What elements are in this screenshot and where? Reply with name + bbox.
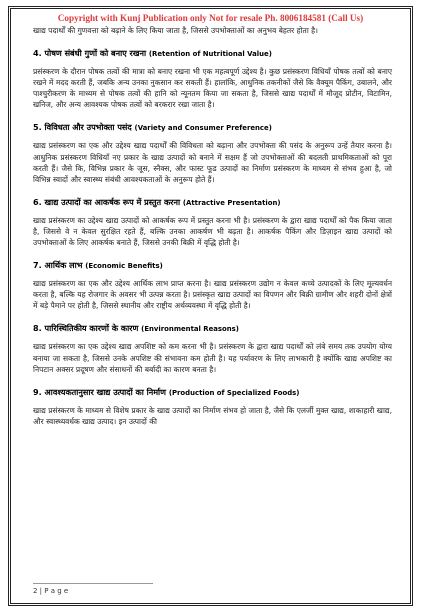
section-title-en: (Variety and Consumer Preference) — [134, 124, 272, 133]
section-title-en: (Environmental Reasons) — [141, 325, 239, 334]
section-heading — [33, 259, 392, 272]
section-title: आर्थिक लाभ — [44, 260, 83, 271]
section-title-en: (Economic Benefits) — [85, 262, 163, 271]
section-heading — [33, 196, 392, 209]
section-title: विविधता और उपभोक्ता पसंद — [44, 122, 132, 133]
section-body: खाद्य प्रसंस्करण के माध्यम से विशेष प्रकार के खाद्य उत्पादों का निर्माण संभव हो जाता है, जैसे कि एलर्जी मुक्त खाद्य, शाकाहारी खाद्य, और स्वास्थ्यवर्धक खाद्य उत्पाद। इन उत्पादों की — [33, 405, 392, 426]
section-4 — [33, 47, 392, 110]
section-number: 4. — [33, 48, 42, 59]
section-number: 7. — [33, 260, 42, 271]
section-body: खाद्य प्रसंस्करण का एक और उद्देश्य खाद्य पदार्थों की विविधता को बढ़ाना और उपभोक्ता की पसंद के अनुरूप उन्हें तैयार करना है। आधुनिक प्रसंस्करण विधियाँ नए प्रकार के खाद्य उत्पादों को बनाने में सक्षम हैं जो उपभोक्ताओं की बदलती प्राथमिकताओं को पूरा करती हैं। जैसे कि, विभिन्न प्रकार के जूस, स्नैक्स, और फास्ट फूड उत्पादों का निर्माण प्रसंस्करण के माध्यम से संभव हुआ है, जो विभिन्न स्वादों और स्वास्थ्य संबंधी आवश्यकताओं के अनुरूप होते हैं। — [33, 141, 392, 184]
section-number: 8. — [33, 323, 42, 334]
page-number: 2 | P a g e — [33, 587, 69, 595]
section-title-en: (Retention of Nutritional Value) — [148, 50, 272, 59]
section-heading — [33, 322, 392, 335]
section-body: खाद्य प्रसंस्करण का एक उद्देश्य खाद्य अपशिष्ट को कम करना भी है। प्रसंस्करण के द्वारा खाद्य पदार्थों को लंबे समय तक उपयोग योग्य बनाया जा सकता है, जिससे उनके अपशिष्ट की संभावना कम होती है। यह पर्यावरण के लिए लाभकारी है क्योंकि खाद्य अपशिष्ट का निपटान अक्सर प्रदूषण और संसाधनों की बर्बादी का कारण बनता है। — [33, 342, 392, 374]
section-number: 6. — [33, 196, 42, 207]
copyright-header: Copyright with Kunj Publication only Not for resale Ph. 8006184581 (Call Us) — [57, 13, 364, 23]
footer-divider — [33, 583, 153, 584]
section-title-en: (Attractive Presentation) — [182, 198, 281, 207]
section-heading — [33, 47, 392, 60]
section-title: पोषण संबंधी गुणों को बनाए रखना — [44, 48, 147, 59]
section-8 — [33, 322, 392, 374]
section-6 — [33, 196, 392, 248]
section-body: खाद्य प्रसंस्करण का एक और उद्देश्य आर्थिक लाभ प्राप्त करना है। खाद्य प्रसंस्करण उद्योग न केवल कच्चे उत्पादकों के लिए मूल्यवर्धन करता है, बल्कि यह रोजगार के अवसर भी उत्पन्न करता है। प्रसंस्कृत खाद्य उत्पादों का विपणन और बिक्री ग्रामीण और शहरी दोनों क्षेत्रों में बड़े पैमाने पर होती है, जिससे स्थानीय और राष्ट्रीय अर्थव्यवस्था में वृद्धि होती है। — [33, 279, 392, 311]
section-heading — [33, 121, 392, 134]
section-title: आवश्यकतानुसार खाद्य उत्पादों का निर्माण — [44, 386, 166, 397]
section-heading — [33, 386, 392, 399]
section-title-en: (Production of Specialized Foods) — [168, 388, 300, 397]
section-7 — [33, 259, 392, 311]
document-body — [33, 25, 392, 438]
section-number: 5. — [33, 122, 42, 133]
section-title: खाद्य उत्पादों का आकर्षक रूप में प्रस्तुत करना — [44, 196, 181, 207]
section-5 — [33, 121, 392, 184]
intro-paragraph: खाद्य पदार्थों की गुणवत्ता को बढ़ाने के लिए किया जाता है, जिससे उपभोक्ताओं का अनुभव बेहतर होता है। — [33, 26, 318, 35]
document-page — [8, 6, 413, 606]
section-body: खाद्य प्रसंस्करण का उद्देश्य खाद्य उत्पादों को आकर्षक रूप में प्रस्तुत करना भी है। प्रसंस्करण के द्वारा खाद्य पदार्थों को पैक किया जाता है, जिससे वे न केवल सुरक्षित रहते हैं, बल्कि उनका आकर्षण भी बढ़ता है। आकर्षक पैकिंग और डिज़ाइन खाद्य उत्पादों को उपभोक्ताओं के लिए आकर्षक बनाते हैं, जिससे उनकी बिक्री में वृद्धि होती है। — [33, 215, 392, 248]
section-9 — [33, 386, 392, 427]
section-body: प्रसंस्करण के दौरान पोषक तत्वों की मात्रा को बनाए रखना भी एक महत्वपूर्ण उद्देश्य है। कुछ प्रसंस्करण विधियाँ पोषक तत्वों को बनाए रखने में मदद करती हैं, जबकि अन्य उनका नुकसान कर सकती हैं। हालांकि, आधुनिक तकनीकों जैसे कि वैक्यूम पैकिंग, उबालने, और पाश्चुरीकरण के माध्यम से पोषक तत्वों की हानि को न्यूनतम किया जा सकता है, जिससे खाद्य पदार्थों में मौजूद प्रोटीन, विटामिन, खनिज, और अन्य आवश्यक पोषक तत्वों को बरकरार रखा जाता है। — [33, 67, 392, 110]
section-title: पारिस्थितिकीय कारणों के कारण — [44, 323, 139, 334]
section-number: 9. — [33, 386, 42, 397]
